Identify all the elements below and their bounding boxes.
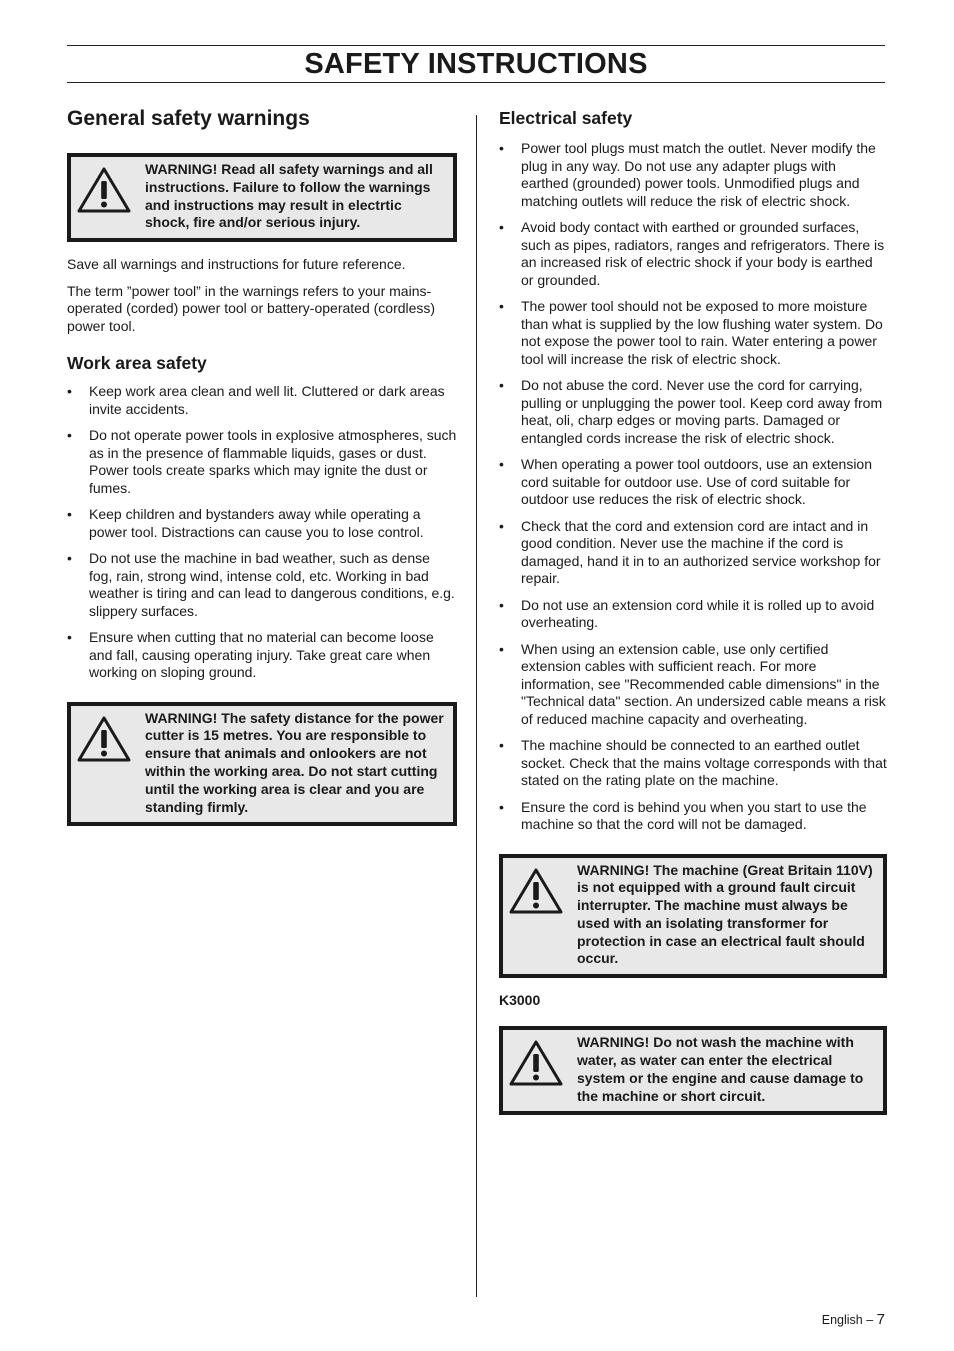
bullet-icon: •: [499, 140, 504, 156]
warning-box-ground-fault: [499, 854, 887, 979]
list-item: • The power tool should not be exposed to more moisture than what is supplied by the low flushing water system. Do not expose the power tool to rain. Water entering a power tool will increase the risk of electric shock.: [499, 298, 883, 367]
footer-language: English: [821, 1313, 863, 1327]
column-divider: [476, 115, 477, 1297]
subheading-work-area-safety: Work area safety: [67, 353, 207, 374]
paragraph-power-tool-term: The term ”power tool” in the warnings refers to your mains-operated (corded) power tool or battery-operated (cordless) power tool.: [67, 282, 436, 334]
list-item: • Check that the cord and extension cord are intact and in good condition. Never use the machine if the cord is damaged, hand it in to an authorized service workshop for repair.: [499, 517, 881, 586]
page-title: SAFETY INSTRUCTIONS: [304, 48, 648, 80]
model-label: K3000: [499, 992, 541, 1009]
list-item: • Do not use an extension cord while it is rolled up to avoid overheating.: [499, 596, 875, 630]
warning-text: WARNING! The machine (Great Britain 110V) is not equipped with a ground fault circuit interrupter. The machine must always be used with an isolating transformer for protection in case an electrical fault should occur.: [577, 861, 873, 967]
warning-triangle-icon: [508, 1034, 568, 1087]
list-item: • Do not operate power tools in explosive atmospheres, such as in the presence of flammable liquids, gases or dust. Power tools create sparks which may ignite the dust or fumes.: [67, 427, 457, 496]
bullet-icon: •: [499, 596, 504, 613]
list-item: • Do not abuse the cord. Never use the cord for carrying, pulling or unplugging the power tool. Keep cord away from heat, oli, charp edges or moving parts. Damaged or entangled cords increase the risk of electric shock.: [499, 377, 883, 446]
warning-box-do-not-wash: [499, 1026, 887, 1115]
list-item: • When using an extension cable, use only certified extension cables with sufficient reach. For more information, see "Recommended cable dimensions" in the "Technical data" section. An undersized cable means a risk of reduced machine capacity and overheating.: [499, 640, 886, 727]
electrical-safety-list: [499, 140, 887, 834]
bullet-icon: •: [499, 517, 504, 534]
list-item: • When operating a power tool outdoors, use an extension cord suitable for outdoor use. Use of cord suitable for outdoor use reduces the risk of electric shock.: [499, 456, 873, 507]
bullet-icon: •: [499, 219, 504, 235]
warning-text: WARNING! Do not wash the machine with water, as water can enter the electrical system or the engine and cause damage to the machine or short circuit.: [577, 1034, 864, 1104]
warning-triangle-icon: [508, 862, 568, 915]
warning-box-safety-distance: [67, 702, 457, 827]
list-item: • Power tool plugs must match the outlet. Never modify the plug in any way. Do not use any adapter plugs with earthed (grounded) power tools. Unmodified plugs and matching outlets will reduce the risk of electric shock.: [499, 140, 876, 209]
bullet-icon: •: [499, 298, 504, 314]
page-footer: [822, 1311, 885, 1328]
bullet-icon: •: [67, 550, 72, 567]
warning-text: WARNING! Read all safety warnings and all instructions. Failure to follow the warnings and instructions may result in electrtic shock, fire and/or serious injury.: [145, 161, 433, 231]
list-item: • Avoid body contact with earthed or grounded surfaces, such as pipes, radiators, ranges and refrigerators. There is an increased risk of electric shock if your body is earthed or grounded.: [499, 219, 885, 288]
warning-box-read-instructions: [67, 153, 457, 242]
right-column: [499, 100, 887, 1115]
page-header: [67, 45, 885, 83]
work-area-list: [67, 383, 457, 682]
warning-triangle-icon: [76, 161, 136, 214]
bullet-icon: •: [67, 427, 72, 444]
list-item: • Do not use the machine in bad weather, such as dense fog, rain, strong wind, intense cold, etc. Working in bad weather is tiring and can lead to dangerous conditions, e.g. slippery surfaces.: [67, 550, 455, 619]
bullet-icon: •: [499, 737, 504, 753]
bullet-icon: •: [499, 640, 504, 657]
bullet-icon: •: [499, 456, 504, 472]
paragraph-save-warnings: Save all warnings and instructions for future reference.: [67, 256, 406, 273]
bullet-icon: •: [67, 506, 72, 523]
warning-text: WARNING! The safety distance for the power cutter is 15 metres. You are responsible to ensure that animals and onlookers are not within the working area. Do not start cutting until the working area is clear and you are standing firmly.: [145, 709, 444, 815]
section-heading-general-safety: General safety warnings: [67, 107, 310, 130]
left-column: [67, 100, 457, 826]
list-item: • The machine should be connected to an earthed outlet socket. Check that the mains voltage corresponds with that stated on the rating plate on the machine.: [499, 737, 887, 788]
list-item: • Keep children and bystanders away while operating a power tool. Distractions can cause you to lose control.: [67, 506, 424, 540]
list-item: • Keep work area clean and well lit. Cluttered or dark areas invite accidents.: [67, 383, 445, 417]
subheading-electrical-safety: Electrical safety: [499, 108, 633, 128]
page-number: 7: [876, 1311, 885, 1328]
bullet-icon: •: [67, 629, 72, 646]
list-item: • Ensure the cord is behind you when you start to use the machine so that the cord will not be damaged.: [499, 798, 867, 832]
bullet-icon: •: [499, 798, 504, 815]
warning-triangle-icon: [76, 710, 136, 763]
bullet-icon: •: [67, 383, 72, 400]
footer-dash: –: [866, 1313, 874, 1327]
list-item: • Ensure when cutting that no material can become loose and fall, causing operating injury. Take great care when working on sloping ground.: [67, 629, 434, 681]
bullet-icon: •: [499, 377, 504, 393]
